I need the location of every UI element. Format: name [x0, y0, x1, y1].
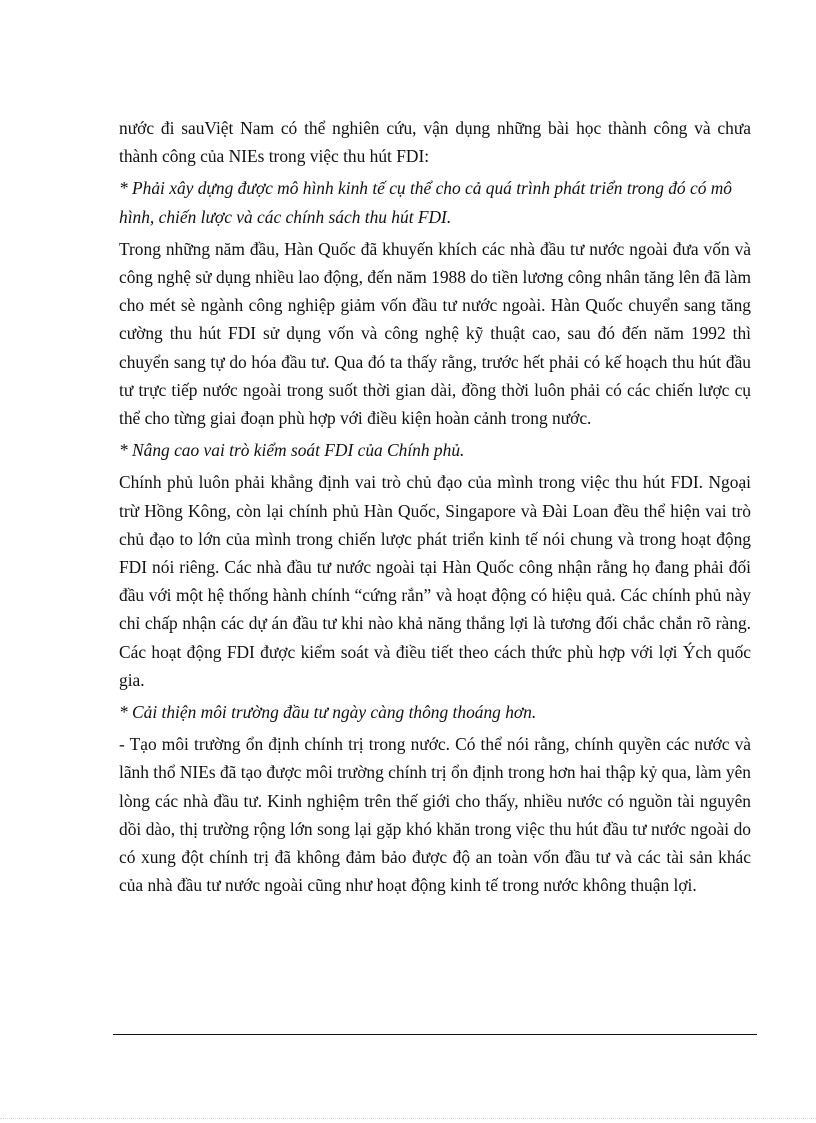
footer-divider [113, 1034, 757, 1035]
paragraph-intro: nước đi sauViệt Nam có thể nghiên cứu, vận dụng những bài học thành công và chưa thành công của NIEs trong việc thu hút FDI: [119, 118, 751, 167]
heading-economic-model: * Phải xây dựng được mô hình kinh tế cụ thể cho cả quá trình phát triển trong đó có mô hình, chiến lược và các chính sách thu hút FDI. [119, 178, 732, 227]
heading-investment-environment: * Cải thiện môi trường đầu tư ngày càng thông thoáng hơn. [119, 702, 537, 723]
paragraph-government-role: Chính phủ luôn phải khẳng định vai trò chủ đạo của mình trong việc thu hút FDI. Ngoại trừ Hồng Kông, còn lại chính phủ Hàn Quốc, Singapore và Đài Loan đều thể hiện vai trò chủ đạo to lớn của mình trong chiến lược phát triển kinh tế nói chung và trong hoạt động FDI nói riêng. Các nhà đầu tư nước ngoài tại Hàn Quốc công nhận rằng họ đang phải đối đầu với một hệ thống hành chính “cứng rắn” và hoạt động có hiệu quả. Các chính phủ này chỉ chấp nhận các dự án đầu tư khi nào khả năng thắng lợi là tương đối chắc chắn rõ ràng. Các hoạt động FDI được kiểm soát và điều tiết theo cách thức phù hợp với lợi Ých quốc gia. [119, 472, 751, 690]
paragraph-political-stability: - Tạo môi trường ổn định chính trị trong nước. Có thể nói rằng, chính quyền các nước và lãnh thổ NIEs đã tạo được môi trường chính trị ổn định trong hơn hai thập kỷ qua, làm yên lòng các nhà đầu tư. Kinh nghiệm trên thế giới cho thấy, nhiều nước có nguồn tài nguyên dồi dào, thị trường rộng lớn song lại gặp khó khăn trong việc thu hút đầu tư nước ngoài do có xung đột chính trị đã không đảm bảo được độ an toàn vốn đầu tư và các tài sản khác của nhà đầu tư nước ngoài cũng như hoạt động kinh tế trong nước không thuận lợi. [119, 734, 751, 896]
page-bottom-edge [0, 1118, 816, 1119]
paragraph-korea-fdi-policy: Trong những năm đầu, Hàn Quốc đã khuyến khích các nhà đầu tư nước ngoài đưa vốn và công nghệ sử dụng nhiều lao động, đến năm 1988 do tiền lương công nhân tăng lên đã làm cho mét sè ngành công nghiệp giảm vốn đầu tư nước ngoài. Hàn Quốc chuyển sang tăng cường thu hút FDI sử dụng vốn và công nghệ kỹ thuật cao, sau đó đến năm 1992 thì chuyển sang tự do hóa đầu tư. Qua đó ta thấy rằng, trước hết phải có kế hoạch thu hút đầu tư trực tiếp nước ngoài trong suốt thời gian dài, đồng thời luôn phải có các chiến lược cụ thể cho từng giai đoạn phù hợp với điều kiện hoàn cảnh trong nước. [119, 238, 751, 429]
heading-government-control: * Nâng cao vai trò kiểm soát FDI của Chính phủ. [119, 440, 465, 461]
document-body [119, 114, 751, 903]
